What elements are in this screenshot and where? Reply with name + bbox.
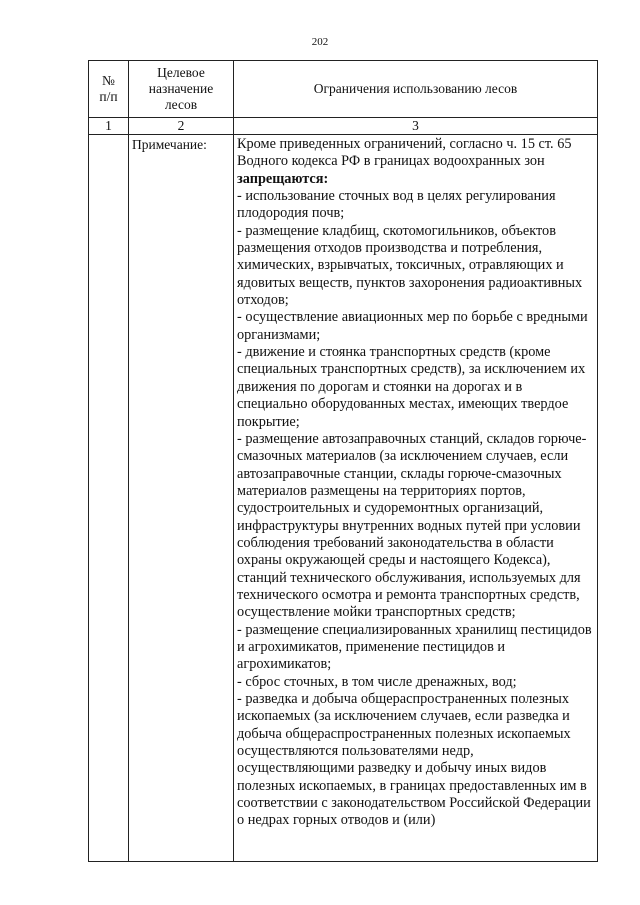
column-number-3: 3 <box>234 118 598 135</box>
header-purpose: Целевое назначение лесов <box>129 61 234 118</box>
restrictions-content <box>234 135 598 862</box>
list-item: - осуществление авиационных мер по борьбе с вредными организмами; <box>237 309 588 343</box>
intro-text: Кроме приведенных ограничений, согласно ч. 15 ст. 65 Водного кодекса РФ в границах водоохранных зон <box>237 136 572 170</box>
list-item: - движение и стоянка транспортных средств (кроме специальных транспортных средств), за исключением их движения по дорогам и стоянки на дорогах и в специально оборудованных местах, имеющих твердое покрытие; <box>237 344 586 430</box>
list-item: - разведка и добыча общераспространенных полезных ископаемых (за исключением случаев, если разведка и добыча общераспространенных полезных ископаемых осуществляются пользователями недр, осуществляющими разведку и добычу иных видов полезных ископаемых, в границах предоставленных им в соответствии с законодательством Российской Федерации о недрах горных отводов и (или) <box>237 691 591 829</box>
intro-bold-text: запрещаются: <box>237 170 329 187</box>
column-number-1: 1 <box>89 118 129 135</box>
list-item: - использование сточных вод в целях регулирования плодородия почв; <box>237 188 556 222</box>
list-item: - сброс сточных, в том числе дренажных, вод; <box>237 673 517 690</box>
note-label: Примечание: <box>129 135 234 862</box>
restrictions-table <box>88 60 598 862</box>
empty-number-cell <box>89 135 129 862</box>
list-item: - размещение специализированных хранилищ пестицидов и агрохимикатов, применение пестицидов и агрохимикатов; <box>237 621 592 673</box>
list-item: - размещение кладбищ, скотомогильников, объектов размещения отходов производства и потребления, химических, взрывчатых, токсичных, отравляющих и ядовитых веществ, пунктов захоронения радиоактивных отходов; <box>237 222 583 309</box>
table-row <box>89 135 598 862</box>
header-row <box>89 61 598 118</box>
column-number-2: 2 <box>129 118 234 135</box>
column-number-row <box>89 118 598 135</box>
header-restrictions: Ограничения использованию лесов <box>234 61 598 118</box>
list-item: - размещение автозаправочных станций, складов горюче-смазочных материалов (за исключением случаев, если автозаправочные станции, склады горюче-смазочных материалов размещены на территориях портов, судостроительных и судоремонтных организаций, инфраструктуры внутренних водных путей при условии соблюдения требований законодательства в области охраны окружающей среды и настоящего Кодекса), станций технического обслуживания, используемых для технического осмотра и ремонта транспортных средств, осуществление мойки транспортных средств; <box>237 430 587 621</box>
page-number: 202 <box>311 36 329 48</box>
header-number: № п/п <box>89 61 129 118</box>
